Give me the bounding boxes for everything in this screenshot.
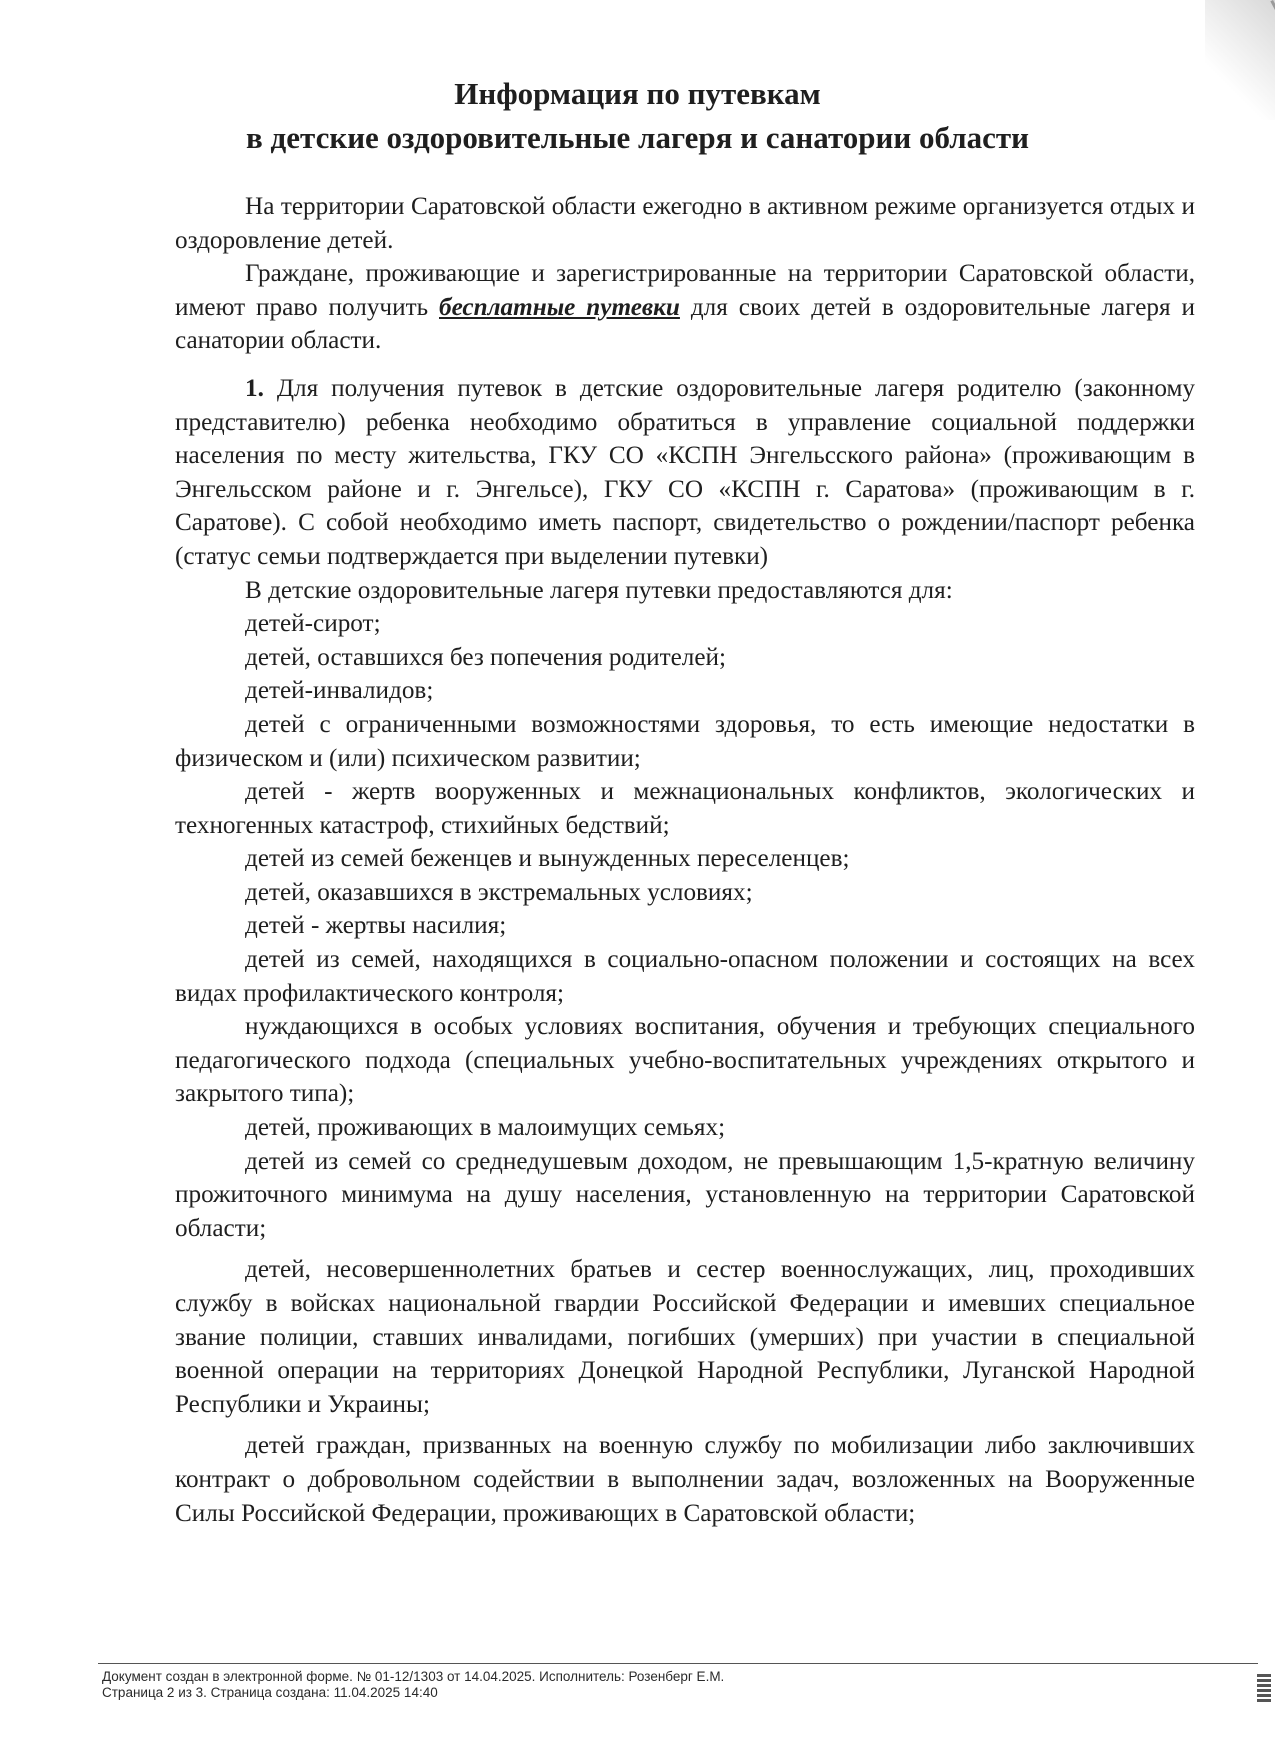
list-item: детей граждан, призванных на военную службу по мобилизации либо заключивших контракт о добровольном содействии в выполнении задач, возложенных на Вооруженные Силы Российской Федерации, проживающих в Саратовской области; xyxy=(175,1432,1195,1527)
intro-paragraph-2 xyxy=(175,257,1195,358)
document-footer xyxy=(102,1669,724,1701)
document-body xyxy=(175,190,1195,1530)
list-item: детей из семей, находящихся в социально-опасном положении и состоящих на всех видах профилактического контроля; xyxy=(175,946,1195,1007)
free-vouchers-emphasis: бесплатные путевки xyxy=(439,293,680,321)
list-item: детей, проживающих в малоимущих семьях; xyxy=(245,1114,726,1142)
list-item: детей из семей со среднедушевым доходом, не превышающим 1,5-кратную величину прожиточного минимума на душу населения, установленную на территории Саратовской области; xyxy=(175,1147,1195,1242)
intro-p2-start: Граждане, проживающие и зарегистрированные на территории Саратовской области, имеют право получить xyxy=(175,260,1195,321)
title-line-2: в детские оздоровительные лагеря и санатории области xyxy=(246,120,1029,155)
list-item: детей - жертвы насилия; xyxy=(245,912,507,940)
list-item: детей с ограниченными возможностями здоровья, то есть имеющие недостатки в физическом и (или) психическом развитии; xyxy=(175,710,1195,772)
list-item: детей, несовершеннолетних братьев и сестер военнослужащих, лиц, проходивших службу в войсках национальной гвардии Российской Федерации и имевших специальное звание полиции, ставших инвалидами, погибших (умерших) при участии в специальной военной операции на территориях Донецкой Народной Республики, Луганской Народной Республики и Украины; xyxy=(175,1256,1195,1418)
title-line-1: Информация по путевкам xyxy=(454,76,821,111)
document-title xyxy=(0,72,1275,160)
barcode-icon xyxy=(1257,1672,1271,1702)
section-1-text: Для получения путевок в детские оздоровительные лагеря родителю (законному представителю) ребенка необходимо обратиться в управление социальной поддержки населения по месту жительства, ГКУ СО «КСПН Энгельсского района» (проживающим в Энгельсском районе и г. Энгельсе), ГКУ СО «КСПН г. Саратова» (проживающим в г. Саратове). С собой необходимо иметь паспорт, свидетельство о рождении/паспорт ребенка (статус семьи подтверждается при выделении путевки) xyxy=(175,374,1195,570)
list-intro: В детские оздоровительные лагеря путевки предоставляются для: xyxy=(245,576,953,604)
list-item: детей-инвалидов; xyxy=(245,677,434,705)
intro-p2-end: для своих детей в оздоровительные лагеря и санатории области. xyxy=(175,293,1195,355)
section-1-number: 1. xyxy=(245,374,264,402)
list-item: детей - жертв вооруженных и межнациональных конфликтов, экологических и техногенных катастроф, стихийных бедствий; xyxy=(175,778,1195,839)
list-item: детей-сирот; xyxy=(245,610,381,638)
list-item: детей, оставшихся без попечения родителей; xyxy=(245,643,727,671)
list-item: детей из семей беженцев и вынужденных переселенцев; xyxy=(245,845,850,873)
intro-paragraph-1: На территории Саратовской области ежегодно в активном режиме организуется отдых и оздоровление детей. xyxy=(175,193,1195,254)
section-1-paragraph xyxy=(175,372,1195,574)
list-item: нуждающихся в особых условиях воспитания, обучения и требующих специального педагогического подхода (специальных учебно-воспитательных учреждениях открытого и закрытого типа); xyxy=(175,1013,1195,1108)
footer-line-1: Документ создан в электронной форме. № 01-12/1303 от 14.04.2025. Исполнитель: Розенберг Е.М. xyxy=(102,1669,725,1684)
footer-line-2: Страница 2 из 3. Страница создана: 11.04.2025 14:40 xyxy=(102,1685,438,1700)
list-item: детей, оказавшихся в экстремальных условиях; xyxy=(245,878,753,906)
footer-divider xyxy=(98,1663,1258,1664)
